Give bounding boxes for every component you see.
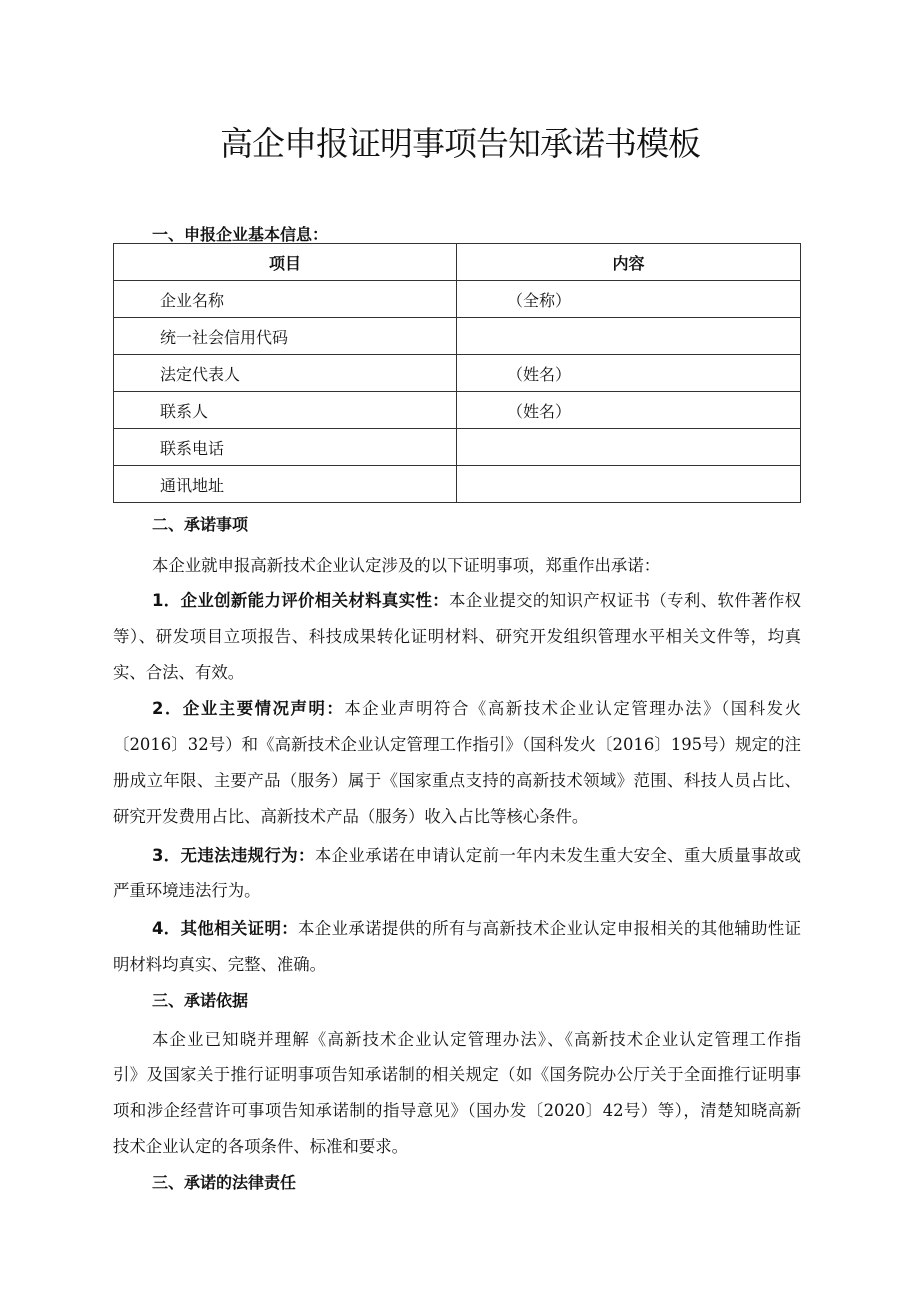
basis-line: 本企业已知晓并理解《高新技术企业认定管理办法》、《高新技术企业认定管理工作指 (152, 1030, 801, 1049)
row-label: 联系人 (114, 392, 457, 429)
table-row (114, 392, 801, 429)
table-header-row (114, 244, 801, 281)
row-label: 通讯地址 (114, 466, 457, 503)
table-row (114, 466, 801, 503)
section-basis-heading: 三、承诺依据 (152, 991, 249, 1010)
item2-line: 册成立年限、主要产品（服务）属于《国家重点支持的高新技术领域》范围、科技人员占比、 (113, 771, 801, 790)
item3-heading: 3．无违法违规行为： (152, 846, 315, 865)
document-title: 高企申报证明事项告知承诺书模板 (220, 124, 700, 163)
item2-line (152, 695, 801, 719)
table-row (114, 318, 801, 355)
item2-line: 〔2016〕32号）和《高新技术企业认定管理工作指引》（国科发火〔2016〕195号）规定的注 (113, 735, 801, 754)
basis-line: 引》及国家关于推行证明事项告知承诺制的相关规定（如《国务院办公厅关于全面推行证明事 (113, 1065, 801, 1084)
item4-text: 本企业承诺提供的所有与高新技术企业认定申报相关的其他辅助性证 (298, 919, 802, 938)
row-value (457, 318, 801, 355)
item1-line: 等）、研发项目立项报告、科技成果转化证明材料、研究开发组织管理水平相关文件等，均真 (113, 627, 801, 646)
row-label: 联系电话 (114, 429, 457, 466)
row-value (457, 429, 801, 466)
item3-line (152, 842, 801, 866)
item1-heading: 1．企业创新能力评价相关材料真实性： (152, 591, 450, 610)
item4-line (152, 915, 801, 939)
section-legal-heading: 三、承诺的法律责任 (152, 1173, 297, 1192)
intro-text: 本企业就申报高新技术企业认定涉及的以下证明事项，郑重作出承诺： (152, 556, 661, 575)
row-label: 企业名称 (114, 281, 457, 318)
basic-info-table (113, 243, 801, 503)
item3-text: 本企业承诺在申请认定前一年内未发生重大安全、重大质量事故或 (314, 846, 802, 865)
row-value: （姓名） (457, 355, 801, 392)
basis-line: 技术企业认定的各项条件、标准和要求。 (113, 1137, 409, 1156)
basis-line: 项和涉企经营许可事项告知承诺制的指导意见》（国办发〔2020〕42号）等），清楚知晓高新 (113, 1101, 801, 1120)
header-item: 项目 (114, 244, 457, 281)
item1-line: 实、合法、有效。 (113, 663, 245, 682)
item3-line: 严重环境违法行为。 (113, 881, 261, 900)
row-value (457, 466, 801, 503)
header-content: 内容 (457, 244, 801, 281)
section-commitments-heading: 二、承诺事项 (152, 515, 249, 534)
item1-line (152, 587, 801, 611)
item2-line: 研究开发费用占比、高新技术产品（服务）收入占比等核心条件。 (113, 807, 589, 826)
item1-text: 本企业提交的知识产权证书（专利、软件著作权 (449, 591, 801, 610)
item2-text: 本企业声明符合《高新技术企业认定管理办法》（国科发火 (344, 699, 801, 718)
table-row (114, 355, 801, 392)
item4-heading: 4．其他相关证明： (152, 919, 299, 938)
section-basic-info-heading: 一、申报企业基本信息： (152, 225, 329, 244)
row-value: （姓名） (457, 392, 801, 429)
table-row (114, 429, 801, 466)
item4-line: 明材料均真实、完整、准确。 (113, 955, 327, 974)
table-row (114, 281, 801, 318)
item2-heading: 2．企业主要情况声明： (152, 699, 345, 718)
row-value: （全称） (457, 281, 801, 318)
row-label: 法定代表人 (114, 355, 457, 392)
row-label: 统一社会信用代码 (114, 318, 457, 355)
